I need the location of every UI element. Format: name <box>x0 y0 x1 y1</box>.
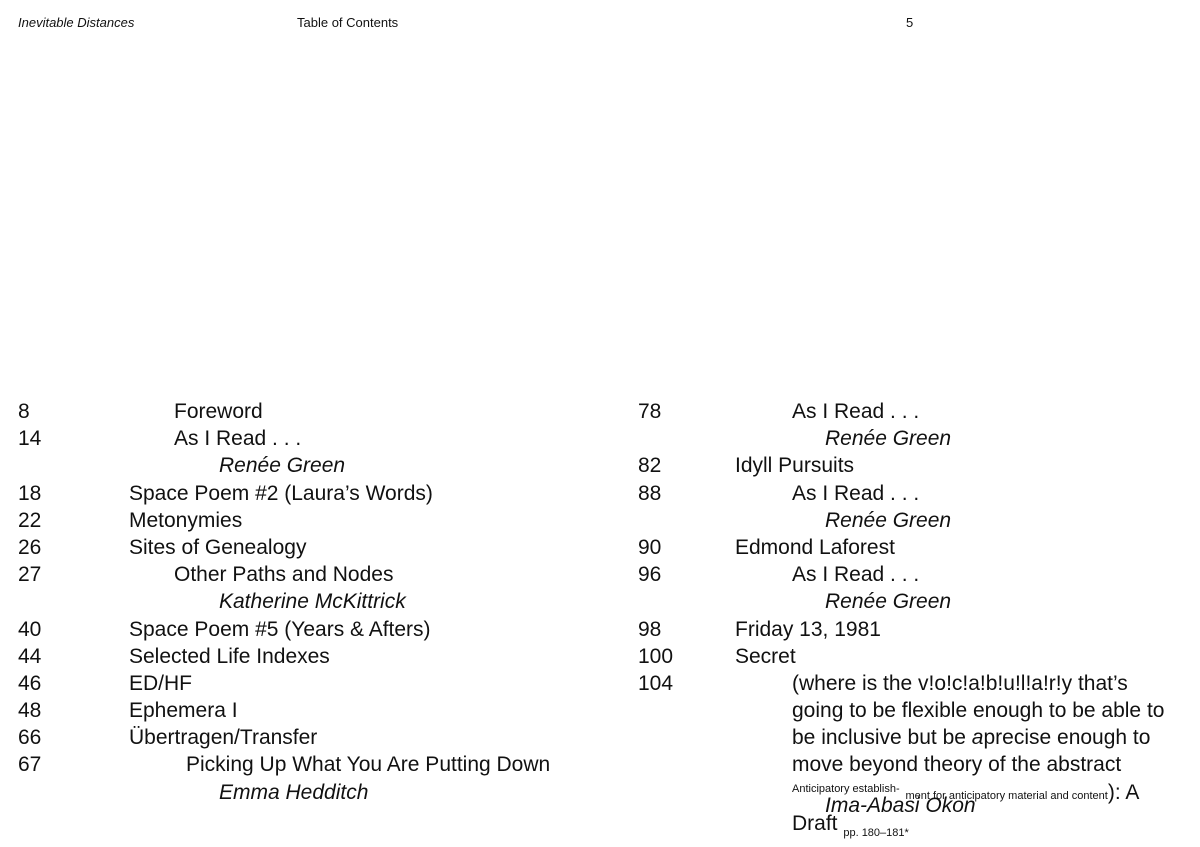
toc-title: Sites of Genealogy <box>129 535 307 559</box>
page-number: 5 <box>906 15 914 30</box>
toc-title: Foreword <box>174 400 263 423</box>
toc-page-number: 66 <box>18 726 42 750</box>
toc-page-number: 27 <box>18 563 42 587</box>
long-title-small-a: Anticipatory establish- <box>792 782 900 795</box>
toc-title: As I Read . . . <box>792 400 920 423</box>
long-title-pages-note: pp. 180–181* <box>843 826 909 839</box>
long-title-part-b: precise enough to move beyond theory of the abstract <box>792 726 1151 777</box>
toc-page-number: 22 <box>18 508 42 532</box>
toc-entry[interactable] <box>638 480 1188 534</box>
book-title: Inevitable Distances <box>18 15 135 30</box>
toc-title: ED/HF <box>129 671 192 695</box>
toc-page-number: 88 <box>638 481 662 505</box>
toc-page-number: 96 <box>638 563 662 587</box>
toc-long-title <box>792 670 1172 847</box>
long-title-part-a: (where is the v!o!c!a!b!u!l!a!r!y that’s going to be flexible enough to be able to be inclusive but be <box>792 671 1165 750</box>
toc-title: As I Read . . . <box>792 481 920 505</box>
toc-author: Katherine McKittrick <box>219 590 406 614</box>
toc-entry[interactable] <box>18 534 608 561</box>
toc-title: Selected Life Indexes <box>129 644 330 668</box>
toc-title: Friday 13, 1981 <box>735 617 881 641</box>
toc-entry[interactable] <box>638 616 1188 643</box>
toc-page-number: 98 <box>638 617 662 641</box>
toc-entry[interactable] <box>638 398 1188 452</box>
toc-entry[interactable] <box>18 398 608 425</box>
toc-author: Renée Green <box>219 454 346 478</box>
toc-page-number: 100 <box>638 644 674 668</box>
toc-page-number: 78 <box>638 400 662 423</box>
toc-entry[interactable] <box>18 561 608 615</box>
toc-page-number: 46 <box>18 671 42 695</box>
toc-title: Picking Up What You Are Putting Down <box>186 753 551 777</box>
toc-entry[interactable] <box>18 643 608 670</box>
toc-entry[interactable] <box>18 724 608 751</box>
toc-author: Emma Hedditch <box>219 780 369 804</box>
toc-page-number: 8 <box>18 400 30 423</box>
toc-left-column <box>18 398 608 806</box>
toc-title: As I Read . . . <box>174 427 302 451</box>
toc-page-number: 104 <box>638 671 674 695</box>
toc-title: Space Poem #5 (Years & Afters) <box>129 617 431 641</box>
toc-title: Space Poem #2 (Laura’s Words) <box>129 481 433 505</box>
toc-page-number: 82 <box>638 454 662 478</box>
toc-author: Renée Green <box>825 508 952 532</box>
toc-author: Renée Green <box>825 590 952 614</box>
toc-title: Idyll Pursuits <box>735 454 855 478</box>
toc-title: Übertragen/Transfer <box>129 726 318 750</box>
toc-title: Ephemera I <box>129 699 238 723</box>
long-title-small-b: ment for anticipatory material and content <box>905 789 1108 802</box>
toc-author: Renée Green <box>825 427 952 451</box>
toc-title: Other Paths and Nodes <box>174 563 394 587</box>
toc-entry[interactable] <box>18 425 608 479</box>
toc-author: Ima-Abasi Okon <box>825 793 976 817</box>
toc-page-number: 44 <box>18 644 42 668</box>
toc-right-column <box>638 398 1188 839</box>
toc-entry[interactable] <box>18 480 608 507</box>
toc-page-number: 40 <box>18 617 42 641</box>
toc-title: Edmond Laforest <box>735 535 895 559</box>
toc-title: Secret <box>735 644 796 668</box>
toc-page-number: 48 <box>18 699 42 723</box>
toc-entry[interactable] <box>18 507 608 534</box>
toc-entry[interactable] <box>18 751 608 805</box>
toc-entry[interactable] <box>18 670 608 697</box>
toc-title: Metonymies <box>129 508 243 532</box>
toc-entry[interactable] <box>18 616 608 643</box>
toc-entry[interactable] <box>18 697 608 724</box>
toc-page-number: 14 <box>18 427 42 451</box>
toc-entry[interactable] <box>638 452 1188 479</box>
long-title-part-c: ): A Draft <box>792 780 1139 835</box>
toc-entry-long[interactable] <box>638 670 1188 839</box>
toc-entry[interactable] <box>638 561 1188 615</box>
toc-page-number: 18 <box>18 481 42 505</box>
toc-title: As I Read . . . <box>792 563 920 587</box>
toc-entry[interactable] <box>638 643 1188 670</box>
toc-entry[interactable] <box>638 534 1188 561</box>
toc-page-number: 26 <box>18 535 42 559</box>
toc-page-number: 67 <box>18 753 42 777</box>
section-title: Table of Contents <box>297 15 399 30</box>
toc-page-number: 90 <box>638 535 662 559</box>
long-title-italic-a: a <box>971 726 984 750</box>
